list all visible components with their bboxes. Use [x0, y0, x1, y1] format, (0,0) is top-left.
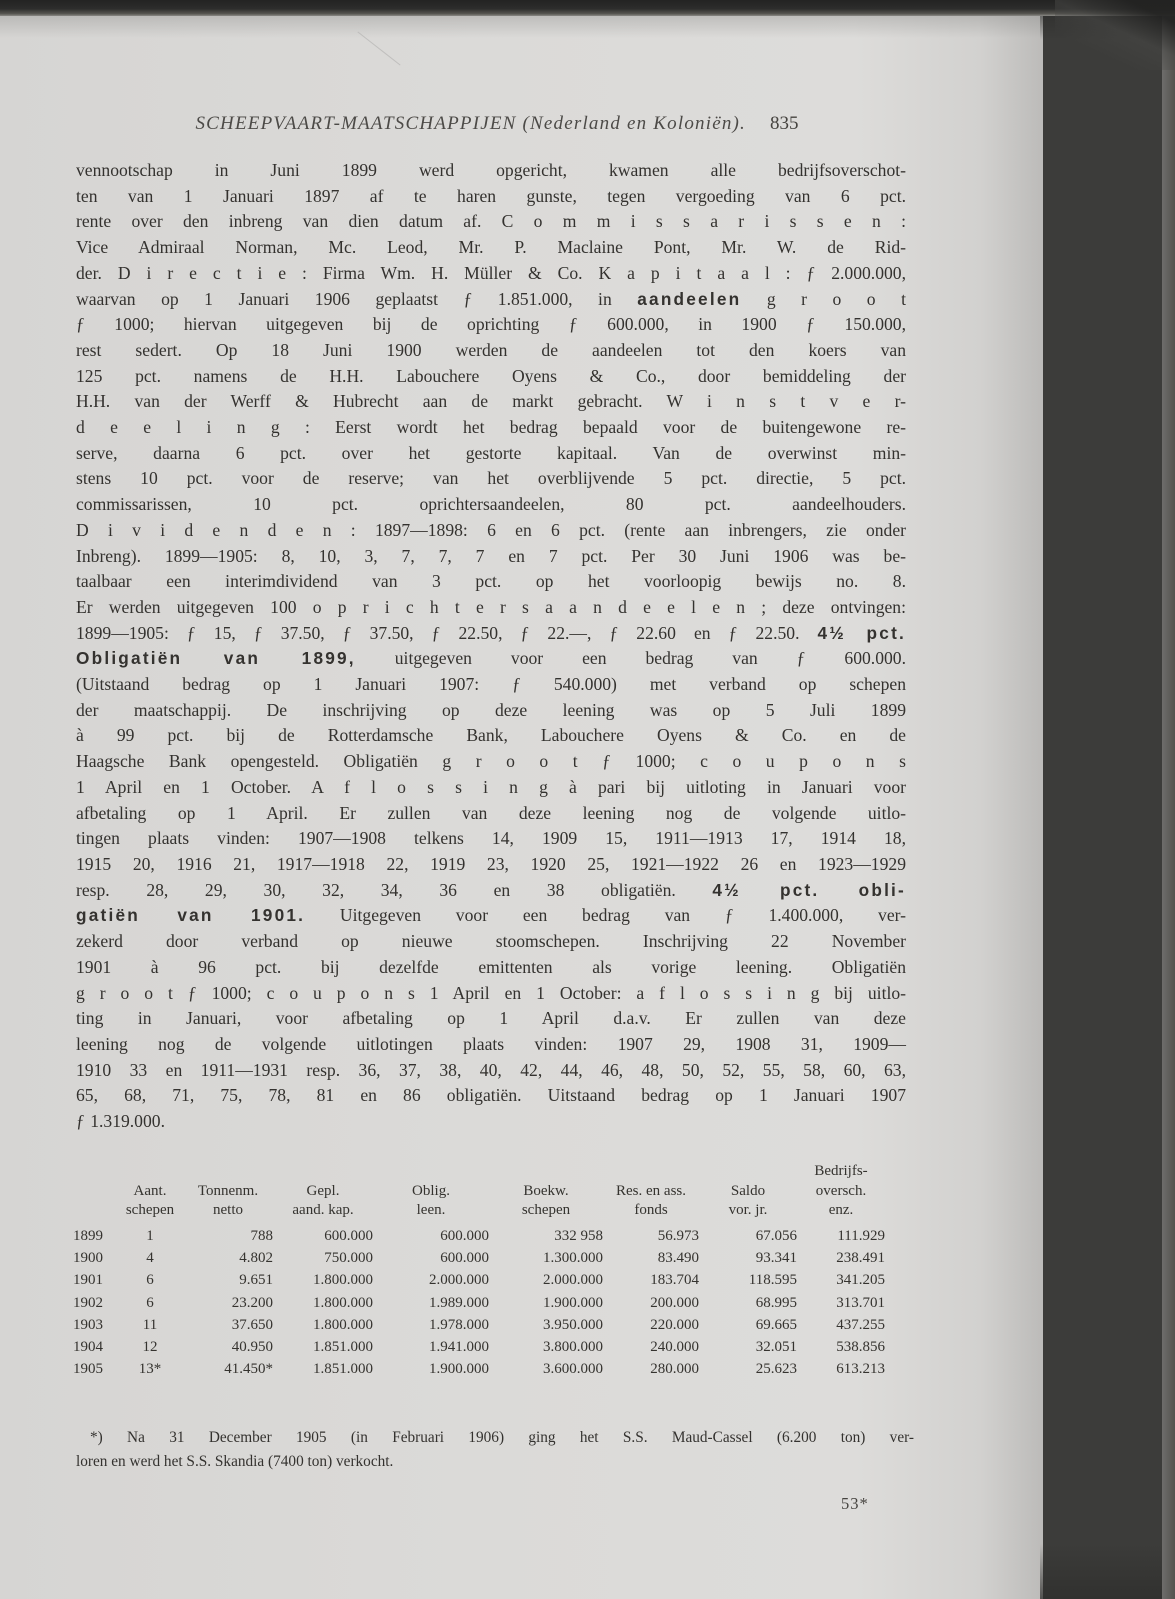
column-header — [73, 1162, 117, 1226]
body-line: ting in Januari, voor afbetaling op 1 April d.a.v. Er zullen van deze — [76, 1008, 906, 1029]
body-line: 1915 20, 1916 21, 1917—1918 22, 1919 23, 1920 25, 1921—1922 26 en 1923—1929 — [76, 853, 906, 874]
table-cell: 111.929 — [837, 1228, 885, 1245]
table-head — [73, 1162, 885, 1226]
table-cell: 32.051 — [755, 1339, 797, 1356]
table-cell: 1.989.000 — [429, 1294, 489, 1311]
table-cell: 240.000 — [650, 1339, 699, 1356]
table-body — [73, 1226, 885, 1381]
table-cell: 40.950 — [231, 1339, 273, 1356]
body-line: à 99 pct. bij de Rotterdamsche Bank, Labouchere Oyens & Co. en de — [76, 725, 906, 746]
scratch-mark — [357, 31, 400, 65]
table-cell: 238.491 — [836, 1250, 885, 1267]
table-row — [73, 1248, 885, 1270]
footnote-line: *) Na 31 December 1905 (in Februari 1906) ging het S.S. Maud-Cassel (6.200 ton) ver- — [90, 1429, 914, 1446]
page-header-title: SCHEEPVAART-MAATSCHAPPIJEN (Nederland en Koloniën). — [195, 113, 747, 134]
body-line: Er werden uitgegeven 100 o p r i c h t e r s a a n d e e l e n ; deze ontvingen: — [76, 596, 906, 617]
table-cell: 1900 — [73, 1250, 103, 1267]
table-cell: 37.650 — [231, 1316, 273, 1333]
table-cell: 1.900.000 — [429, 1361, 489, 1378]
column-header: Saldo vor. jr. — [728, 1182, 768, 1218]
body-line: ƒ 1.319.000. — [76, 1111, 165, 1132]
table-cell: 83.490 — [657, 1250, 699, 1267]
table-row — [73, 1359, 885, 1381]
bold-term: 4½ pct. — [817, 622, 906, 643]
table-cell: 1899 — [73, 1228, 103, 1245]
body-line: 1910 33 en 1911—1931 resp. 36, 37, 38, 40, 42, 44, 46, 48, 50, 52, 55, 58, 60, 63, — [76, 1059, 906, 1080]
table-cell: 3.600.000 — [543, 1361, 603, 1378]
body-line: 1899—1905: ƒ 15, ƒ 37.50, ƒ 37.50, ƒ 22.50, ƒ 22.—, ƒ 22.60 en ƒ 22.50. 4½ pct. — [76, 622, 906, 643]
table-cell: 41.450* — [224, 1361, 273, 1378]
table-cell: 788 — [250, 1228, 273, 1245]
table-cell: 220.000 — [650, 1316, 699, 1333]
body-line: ten van 1 Januari 1897 af te haren gunste, tegen vergoeding van 6 pct. — [76, 185, 906, 206]
table-cell: 69.665 — [755, 1316, 797, 1333]
table-cell: 1.900.000 — [543, 1294, 603, 1311]
body-line: g r o o t ƒ 1000; c o u p o n s 1 April en 1 October: a f l o s s i n g bij uitlo- — [76, 982, 906, 1003]
table-row — [73, 1270, 885, 1292]
table-cell: 6 — [146, 1294, 154, 1311]
table-cell: 1904 — [73, 1339, 103, 1356]
column-header: Res. en ass. fonds — [616, 1182, 686, 1218]
header-page-number: 835 — [770, 113, 799, 134]
scan-top-corner-shadow — [1055, 0, 1175, 70]
table-cell: 12 — [142, 1339, 158, 1356]
table-cell: 118.595 — [748, 1272, 797, 1289]
bold-term: gatiën van 1901. — [76, 905, 306, 926]
table-cell: 600.000 — [440, 1228, 489, 1245]
table-cell: 613.213 — [836, 1361, 885, 1378]
body-line: resp. 28, 29, 30, 32, 34, 36 en 38 obligatiën. 4½ pct. obli- — [76, 879, 906, 900]
table-cell: 600.000 — [324, 1228, 373, 1245]
table-row — [73, 1226, 885, 1248]
body-line: commissarissen, 10 pct. oprichtersaandeelen, 80 pct. aandeelhouders. — [76, 494, 906, 515]
table-row — [73, 1292, 885, 1314]
table-cell: 1.300.000 — [543, 1250, 603, 1267]
footnote — [76, 1426, 914, 1473]
scan-right-edge — [1162, 0, 1175, 1599]
table-cell: 1.800.000 — [313, 1316, 373, 1333]
body-line: afbetaling op 1 April. Er zullen van deze leening nog de volgende uitlo- — [76, 802, 906, 823]
body-line: rest sedert. Op 18 Juni 1900 werden de aandeelen tot den koers van — [76, 339, 906, 360]
body-line: der maatschappij. De inschrijving op deze leening was op 5 Juli 1899 — [76, 699, 906, 720]
table-cell: 341.205 — [836, 1272, 885, 1289]
book-page-paper — [0, 12, 1043, 1599]
table-cell: 25.623 — [755, 1361, 797, 1378]
body-line: gatiën van 1901. Uitgegeven voor een bedrag van ƒ 1.400.000, ver- — [76, 905, 907, 926]
table-cell: 280.000 — [650, 1361, 699, 1378]
table-cell: 11 — [142, 1316, 158, 1333]
table-cell: 1901 — [73, 1272, 103, 1289]
body-line: stens 10 pct. voor de reserve; van het overblijvende 5 pct. directie, 5 pct. — [76, 468, 906, 489]
bold-term: 4½ pct. obli- — [712, 879, 906, 900]
book-page-edges — [1040, 0, 1162, 1599]
table-cell: 4.802 — [239, 1250, 273, 1267]
table-cell: 750.000 — [324, 1250, 373, 1267]
column-header: Tonnenm. netto — [197, 1182, 259, 1218]
body-line: Vice Admiraal Norman, Mc. Leod, Mr. P. Maclaine Pont, Mr. W. de Rid- — [76, 237, 906, 258]
body-line: leening nog de volgende uitlotingen plaats vinden: 1907 29, 1908 31, 1909— — [76, 1033, 906, 1054]
body-line: Obligatiën van 1899, uitgegeven voor een bedrag van ƒ 600.000. — [76, 648, 906, 669]
table-cell: 1.800.000 — [313, 1272, 373, 1289]
year-financials-table — [73, 1162, 885, 1381]
body-line: serve, daarna 6 pct. over het gestorte kapitaal. Van de overwinst min- — [76, 442, 906, 463]
table-cell: 1.978.000 — [429, 1316, 489, 1333]
table-cell: 1 — [146, 1228, 154, 1245]
body-line: H.H. van der Werff & Hubrecht aan de markt gebracht. W i n s t v e r- — [76, 391, 906, 412]
table-cell: 68.995 — [755, 1294, 797, 1311]
body-line: (Uitstaand bedrag op 1 Januari 1907: ƒ 540.000) met verband op schepen — [76, 674, 906, 695]
table-cell: 4 — [146, 1250, 154, 1267]
body-line: ƒ 1000; hiervan uitgegeven bij de oprichting ƒ 600.000, in 1900 ƒ 150.000, — [76, 314, 906, 335]
table-cell: 2.000.000 — [429, 1272, 489, 1289]
table-cell: 3.950.000 — [543, 1316, 603, 1333]
table-cell: 600.000 — [440, 1250, 489, 1267]
table-cell: 332 958 — [554, 1228, 603, 1245]
edge-bottom-shadow — [1040, 1544, 1162, 1599]
running-header — [78, 113, 916, 135]
table-cell: 9.651 — [239, 1272, 273, 1289]
table-cell: 93.341 — [755, 1250, 797, 1267]
footer-page-number: 53* — [841, 1494, 869, 1513]
financial-table — [73, 1162, 885, 1381]
body-line: D i v i d e n d e n : 1897—1898: 6 en 6 pct. (rente aan inbrengers, zie onder — [76, 519, 906, 540]
table-cell: 1902 — [73, 1294, 103, 1311]
body-line: 125 pct. namens de H.H. Labouchere Oyens & Co., door bemiddeling der — [76, 365, 906, 386]
table-cell: 1.941.000 — [429, 1339, 489, 1356]
footnote-line: loren en werd het S.S. Skandia (7400 ton) verkocht. — [76, 1452, 394, 1470]
column-header: Aant. schepen — [125, 1182, 175, 1218]
table-row — [73, 1314, 885, 1336]
body-line: der. D i r e c t i e : Firma Wm. H. Müller & Co. K a p i t a a l : ƒ 2.000.000, — [76, 262, 906, 283]
bold-term: Obligatiën van 1899, — [76, 648, 356, 669]
table-cell: 1.800.000 — [313, 1294, 373, 1311]
table-cell: 3.800.000 — [543, 1339, 603, 1356]
table-cell: 56.973 — [657, 1228, 699, 1245]
body-line: Inbreng). 1899—1905: 8, 10, 3, 7, 7, 7 en 7 pct. Per 30 Juni 1906 was be- — [76, 545, 906, 566]
body-line: 1 April en 1 October. A f l o s s i n g à pari bij uitloting in Januari voor — [76, 776, 906, 797]
table-cell: 538.856 — [836, 1339, 885, 1356]
table-header-row — [73, 1162, 885, 1226]
body-line: Haagsche Bank opengesteld. Obligatiën g r o o t ƒ 1000; c o u p o n s — [76, 751, 906, 772]
table-cell: 1.851.000 — [313, 1339, 373, 1356]
table-cell: 23.200 — [231, 1294, 273, 1311]
column-header: Bedrijfs- oversch. enz. — [814, 1163, 868, 1218]
body-line: 1901 à 96 pct. bij dezelfde emittenten als vorige leening. Obligatiën — [76, 956, 906, 977]
table-cell: 6 — [146, 1272, 154, 1289]
body-line: 65, 68, 71, 75, 78, 81 en 86 obligatiën. Uitstaand bedrag op 1 Januari 1907 — [76, 1085, 906, 1106]
table-cell: 437.255 — [836, 1316, 885, 1333]
table-cell: 200.000 — [650, 1294, 699, 1311]
table-cell: 67.056 — [755, 1228, 797, 1245]
column-header: Boekw. schepen — [521, 1182, 571, 1218]
scan-top-edge — [0, 0, 1175, 16]
table-cell: 313.701 — [836, 1294, 885, 1311]
body-line: tingen plaats vinden: 1907—1908 telkens 14, 1909 15, 1911—1913 17, 1914 18, — [76, 828, 906, 849]
body-line: zekerd door verband op nieuwe stoomschepen. Inschrijving 22 November — [76, 931, 906, 952]
column-header: Oblig. leen. — [412, 1182, 450, 1218]
column-header: Gepl. aand. kap. — [292, 1182, 354, 1218]
body-line: vennootschap in Juni 1899 werd opgericht, kwamen alle bedrijfsoverschot- — [76, 160, 906, 180]
body-line: d e e l i n g : Eerst wordt het bedrag bepaald voor de buitengewone re- — [76, 417, 906, 438]
table-cell: 13* — [138, 1361, 162, 1378]
body-line: taalbaar een interimdividend van 3 pct. op het voorloopig bewijs no. 8. — [76, 571, 906, 592]
body-line: rente over den inbreng van dien datum af. C o m m i s s a r i s s e n : — [76, 211, 906, 232]
table-row — [73, 1336, 885, 1358]
body-text — [76, 158, 906, 1135]
body-line: waarvan op 1 Januari 1906 geplaatst ƒ 1.851.000, in aandeelen g r o o t — [76, 288, 906, 309]
bold-term: aandeelen — [637, 288, 742, 309]
table-cell: 1903 — [73, 1316, 103, 1333]
table-cell: 2.000.000 — [543, 1272, 603, 1289]
table-cell: 1.851.000 — [313, 1361, 373, 1378]
table-cell: 1905 — [73, 1361, 103, 1378]
table-cell: 183.704 — [650, 1272, 699, 1289]
